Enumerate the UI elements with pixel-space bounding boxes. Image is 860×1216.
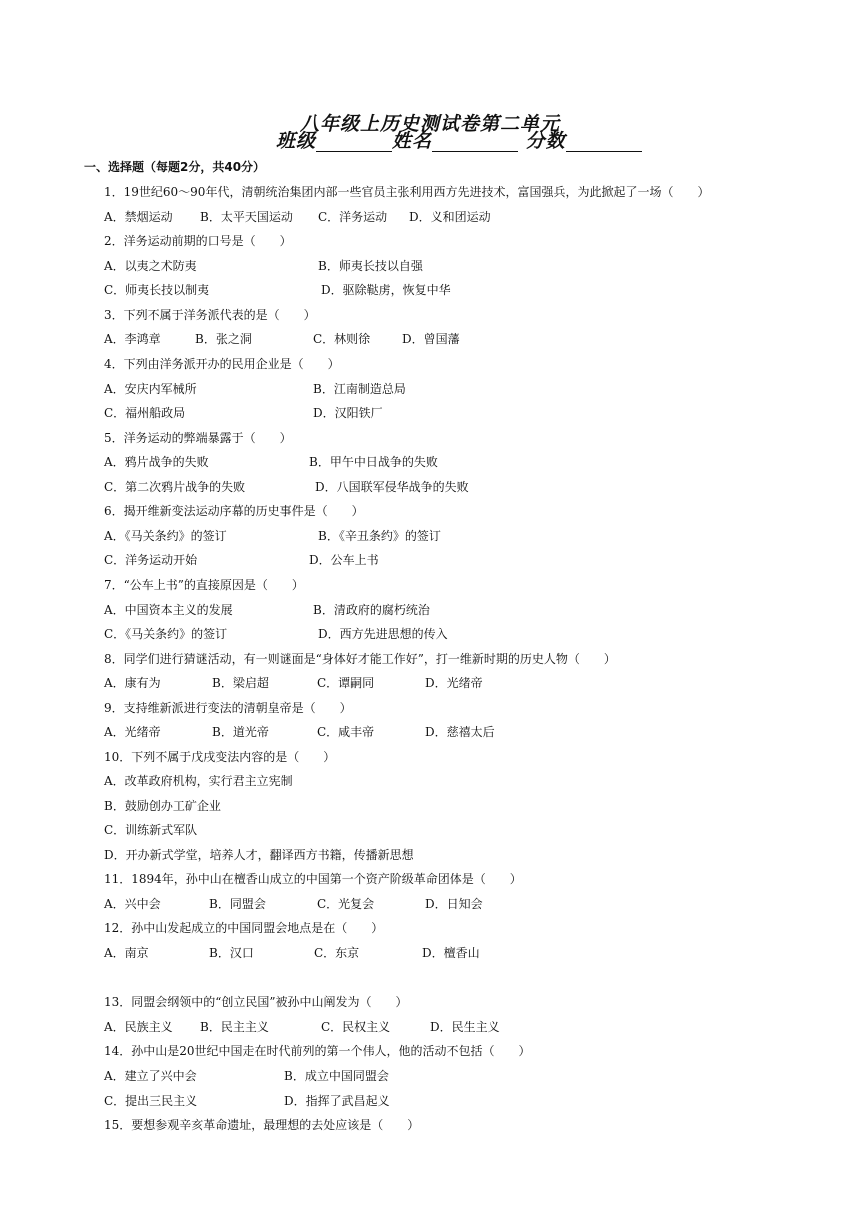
option: C．谭嗣同 [317,676,375,690]
option: D．驱除鞑虏，恢复中华 [321,283,451,297]
option: D．曾国藩 [402,332,460,346]
question-1: 1．19世纪60～90年代，清朝统治集团内部一些官员主张利用西方先进技术，富国强兵，为此掀起了一场（ ） [104,185,710,199]
question-2: 2．洋务运动前期的口号是（ ） [104,234,292,248]
question-3: 3．下列不属于洋务派代表的是（ ） [104,308,316,322]
option: B．鼓励创办工矿企业 [104,799,221,813]
option: D．汉阳铁厂 [313,406,383,420]
score-blank[interactable] [566,133,642,152]
option: A．改革政府机构，实行君主立宪制 [104,774,293,788]
option: B．民主主义 [200,1020,269,1034]
option: D．西方先进思想的传入 [318,627,448,641]
option: C．洋务运动开始 [104,553,198,567]
option: B．江南制造总局 [313,382,406,396]
option: C．第二次鸦片战争的失败 [104,480,246,494]
name-blank[interactable] [432,133,518,152]
question-6: 6．揭开维新变法运动序幕的历史事件是（ ） [104,504,364,518]
option: C．林则徐 [313,332,371,346]
option: B．甲午中日战争的失败 [309,455,438,469]
option: C．光复会 [317,897,375,911]
option: A．康有为 [104,676,161,690]
option: C．咸丰帝 [317,725,375,739]
question-7: 7．“公车上书”的直接原因是（ ） [104,578,304,592]
option: A．建立了兴中会 [104,1069,197,1083]
option: B．成立中国同盟会 [284,1069,389,1083]
question-12: 12．孙中山发起成立的中国同盟会地点是在（ ） [104,921,384,935]
option: C．《马关条约》的签订 [104,627,228,641]
option: C．洋务运动 [318,210,388,224]
question-15: 15．要想参观辛亥革命遗址，最理想的去处应该是（ ） [104,1118,420,1132]
option: A．中国资本主义的发展 [104,603,233,617]
option: A．《马关条约》的签订 [104,529,227,543]
option: D．光绪帝 [425,676,483,690]
option: A．南京 [104,946,149,960]
question-14: 14．孙中山是20世纪中国走在时代前列的第一个伟人，他的活动不包括（ ） [104,1044,531,1058]
option: B．师夷长技以自强 [318,259,423,273]
option: D．檀香山 [422,946,480,960]
option: D．日知会 [425,897,483,911]
class-label: 班级 [276,130,317,152]
option: A．禁烟运动 [104,210,173,224]
option: D．八国联军侵华战争的失败 [315,480,469,494]
option: A．安庆内军械所 [104,382,197,396]
question-5: 5．洋务运动的弊端暴露于（ ） [104,431,292,445]
option: C．训练新式军队 [104,823,198,837]
question-10: 10．下列不属于戊戌变法内容的是（ ） [104,750,336,764]
option: A．光绪帝 [104,725,161,739]
class-blank[interactable] [316,133,392,152]
option: D．慈禧太后 [425,725,495,739]
option: B．清政府的腐朽统治 [313,603,430,617]
question-13: 13．同盟会纲领中的“创立民国”被孙中山阐发为（ ） [104,995,408,1009]
option: D．义和团运动 [409,210,491,224]
option: D．民生主义 [430,1020,500,1034]
option: D．指挥了武昌起义 [284,1094,390,1108]
question-9: 9．支持维新派进行变法的清朝皇帝是（ ） [104,701,352,715]
question-8: 8．同学们进行猜谜活动，有一则谜面是“身体好才能工作好”，打一维新时期的历史人物（ ） [104,652,616,666]
section-heading: 一、选择题（每题2分，共40分） [84,160,266,174]
option: B．汉口 [209,946,254,960]
option: B．梁启超 [212,676,269,690]
option: A．以夷之术防夷 [104,259,197,273]
option: D．公车上书 [309,553,379,567]
option: B．张之洞 [195,332,252,346]
option: C．提出三民主义 [104,1094,198,1108]
option: C．民权主义 [321,1020,391,1034]
question-4: 4．下列由洋务派开办的民用企业是（ ） [104,357,340,371]
score-label: 分数 [525,130,566,152]
header-fields [276,130,642,152]
option: B．《辛丑条约》的签订 [318,529,441,543]
option: C．师夷长技以制夷 [104,283,210,297]
option: A．李鸿章 [104,332,161,346]
question-11: 11．1894年，孙中山在檀香山成立的中国第一个资产阶级革命团体是（ ） [104,872,522,886]
option: A．鸦片战争的失败 [104,455,209,469]
option: A．民族主义 [104,1020,173,1034]
option: B．道光帝 [212,725,269,739]
option: B．同盟会 [209,897,266,911]
option: B．太平天国运动 [200,210,293,224]
option: C．东京 [314,946,360,960]
exam-title: 八年级上历史测试卷第二单元 [299,113,560,135]
name-label: 姓名 [392,130,433,152]
option: C．福州船政局 [104,406,186,420]
option: D．开办新式学堂，培养人才，翻译西方书籍，传播新思想 [104,848,414,862]
option: A．兴中会 [104,897,161,911]
